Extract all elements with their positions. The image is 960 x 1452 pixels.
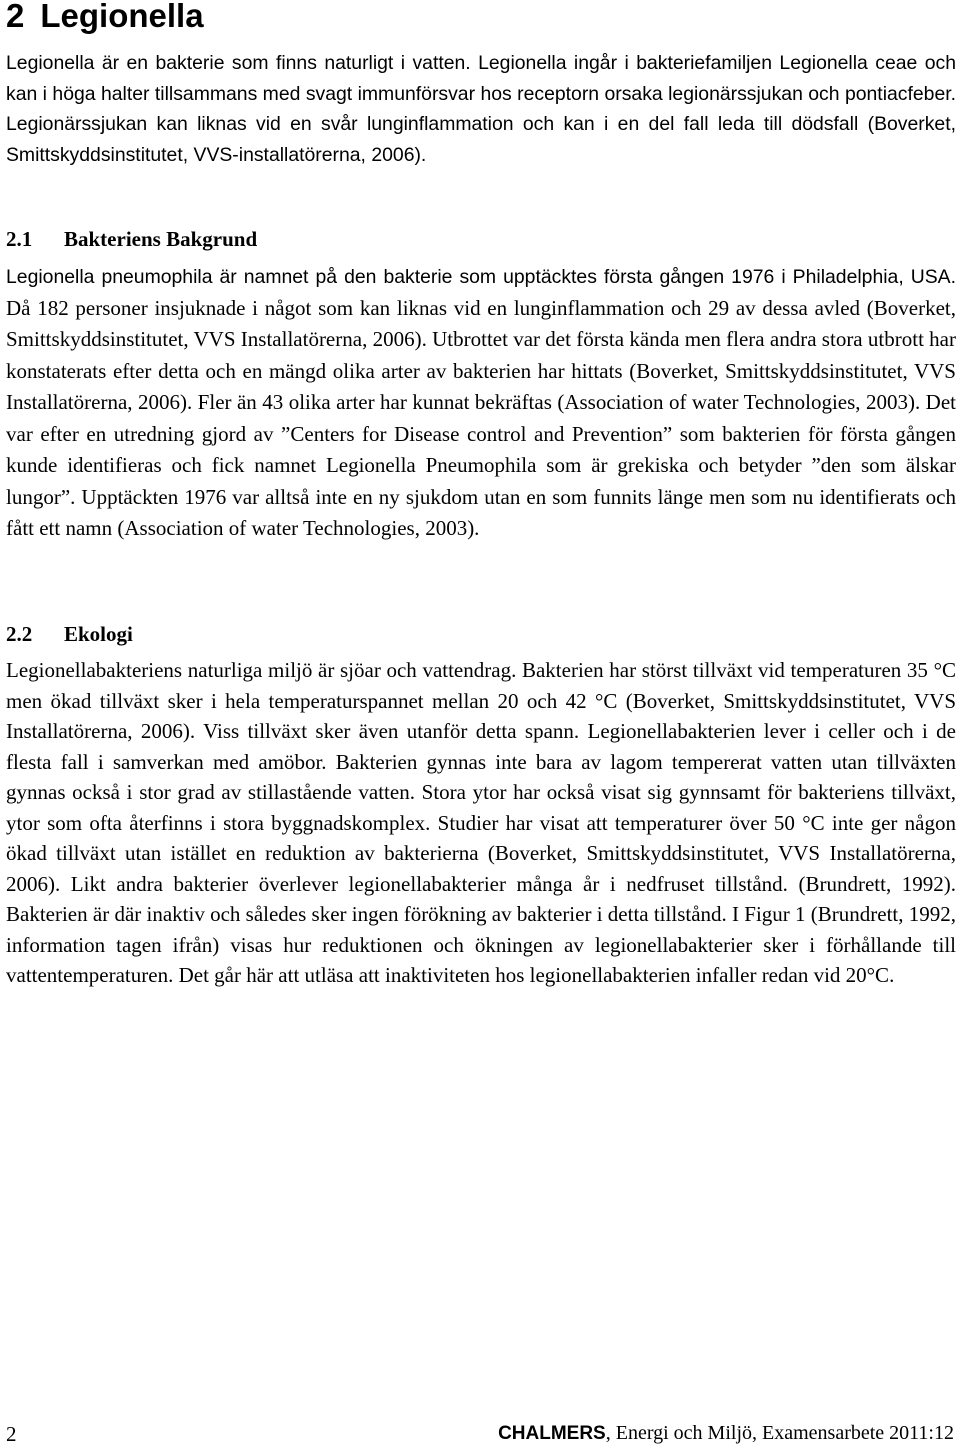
footer-institution-line	[498, 1422, 954, 1445]
intro-paragraph: Legionella är en bakterie som finns naturligt i vatten. Legionella ingår i bakteriefamiljen Legionella ceae och kan i höga halter tillsammans med svagt immunförsvar hos receptorn orsaka legionärssjukan och pontiacfeber. Legionärssjukan kan liknas vid en svår lunginflammation och kan i en del fall leda till dödsfall (Boverket, Smittskyddsinstitutet, VVS-installatörerna, 2006).	[6, 52, 956, 166]
section-heading-ekologi	[6, 620, 133, 648]
page-footer	[6, 1422, 954, 1452]
chapter-title: Legionella	[40, 0, 204, 34]
section-title: Ekologi	[64, 622, 133, 646]
page-number: 2	[6, 1422, 17, 1446]
section-number: 2.2	[6, 622, 33, 646]
section-heading-bakgrund	[6, 225, 257, 253]
chapter-heading	[6, 0, 204, 36]
bakgrund-body-text: Då 182 personer insjuknade i något som kan liknas vid en lunginflammation och 29 av dessa avled (Boverket, Smittskyddsinstitutet, VVS Installatörerna, 2006). Utbrottet var det första kända men flera andra stora utbrott har konstaterats efter detta och en mängd olika arter av bakterien har hittats (Boverket, Smittskyddsinstitutet, VVS Installatörerna, 2006). Fler än 43 olika arter har kunnat bekräftas (Association of water Technologies, 2003). Det var efter en utredning gjord av ”Centers for Disease control and Prevention” som bakterien för första gången kunde identifieras och fick namnet Legionella Pneumophila som är grekiska och betyder ”den som älskar lungor”. Upptäckten 1976 var alltså inte en ny sjukdom utan en som funnits länge men som nu identifierats och fått ett namn (Association of water Technologies, 2003).	[6, 295, 956, 540]
chapter-number: 2	[6, 0, 25, 34]
section-number: 2.1	[6, 227, 33, 251]
section-title: Bakteriens Bakgrund	[64, 227, 258, 251]
bakgrund-lead-sentence: Legionella pneumophila är namnet på den bakterie som upptäcktes första gången 1976 i Philadelphia, USA.	[6, 266, 956, 288]
department-text: , Energi och Miljö, Examensarbete 2011:12	[605, 1422, 954, 1444]
institution-name: CHALMERS	[498, 1423, 606, 1444]
bakgrund-paragraph	[6, 261, 956, 545]
ekologi-paragraph: Legionellabakteriens naturliga miljö är sjöar och vattendrag. Bakterien har störst tillväxt vid temperaturen 35 °C men ökad tillväxt sker i hela temperaturspannet mellan 20 och 42 °C (Boverket, Smittskyddsinstitutet, VVS Installatörerna, 2006). Viss tillväxt sker även utanför detta spann. Legionellabakterien lever i celler och i de flesta fall i samverkan med amöbor. Bakterien gynnas inte bara av lagom tempererat vatten utan tillväxten gynnas också i stor grad av stillastående vatten. Stora ytor har också visat sig gynnsamt för bakteriens tillväxt, ytor som ofta återfinns i stora byggnadskomplex. Studier har visat att temperaturer över 50 °C inte ger någon ökad tillväxt utan istället en reduktion av bakterierna (Boverket, Smittskyddsinstitutet, VVS Installatörerna, 2006). Likt andra bakterier överlever legionellabakterier många år i nedfruset tillstånd. (Brundrett, 1992). Bakterien är där inaktiv och således sker ingen förökning av bakterier i detta tillstånd. I Figur 1 (Brundrett, 1992, information tagen ifrån) visas hur reduktionen och ökningen av legionellabakterier sker i förhållande till vattentemperaturen. Det går här att utläsa att inaktiviteten hos legionellabakterien infaller redan vid 20°C.	[6, 658, 956, 987]
